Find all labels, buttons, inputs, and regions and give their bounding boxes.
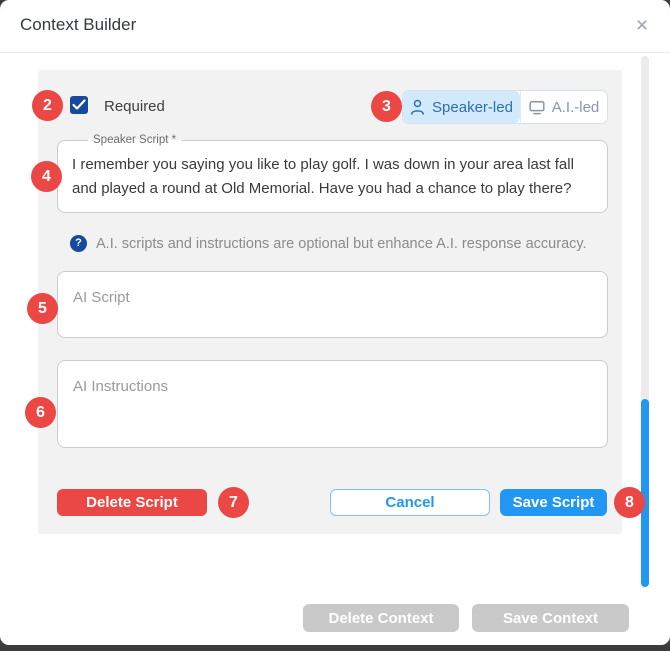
close-icon: × [635,14,649,37]
annotation-badge-4: 4 [31,161,62,192]
delete-script-button[interactable]: Delete Script [57,489,207,516]
dialog-header [0,0,670,53]
monitor-icon [529,100,545,115]
script-mode-toggle [402,90,608,124]
save-context-button[interactable]: Save Context [472,604,629,632]
toggle-option-label: Speaker-led [432,98,513,116]
toggle-option-label: A.I.-led [551,98,600,116]
help-icon: ? [70,235,87,252]
speaker-script-field [57,134,608,213]
ai-info-note [70,235,587,252]
ai-instructions-input[interactable] [58,361,607,447]
annotation-badge-6: 6 [25,397,56,428]
annotation-badge-3: 3 [371,91,402,122]
ai-script-input[interactable] [58,272,607,337]
ai-info-text: A.I. scripts and instructions are optional but enhance A.I. response accuracy. [96,235,587,252]
ai-instructions-field [57,360,608,448]
close-button[interactable] [628,12,656,40]
person-icon [410,99,425,115]
ai-script-field [57,271,608,338]
delete-context-button[interactable]: Delete Context [303,604,459,632]
toggle-option-speaker-led[interactable] [403,91,520,123]
toggle-option-ai-led[interactable] [520,91,607,123]
annotation-badge-5: 5 [27,293,58,324]
dialog-title: Context Builder [20,15,137,34]
script-form-panel [38,70,622,534]
annotation-badge-8: 8 [614,487,645,518]
required-checkbox-label: Required [104,98,165,115]
annotation-badge-7: 7 [218,487,249,518]
annotation-badge-2: 2 [32,90,63,121]
required-checkbox[interactable] [70,96,88,114]
save-script-button[interactable]: Save Script [500,489,607,516]
checkmark-icon [72,99,86,111]
speaker-script-input[interactable] [58,141,607,212]
cancel-button[interactable]: Cancel [330,489,490,516]
speaker-script-label: Speaker Script * [88,133,181,148]
